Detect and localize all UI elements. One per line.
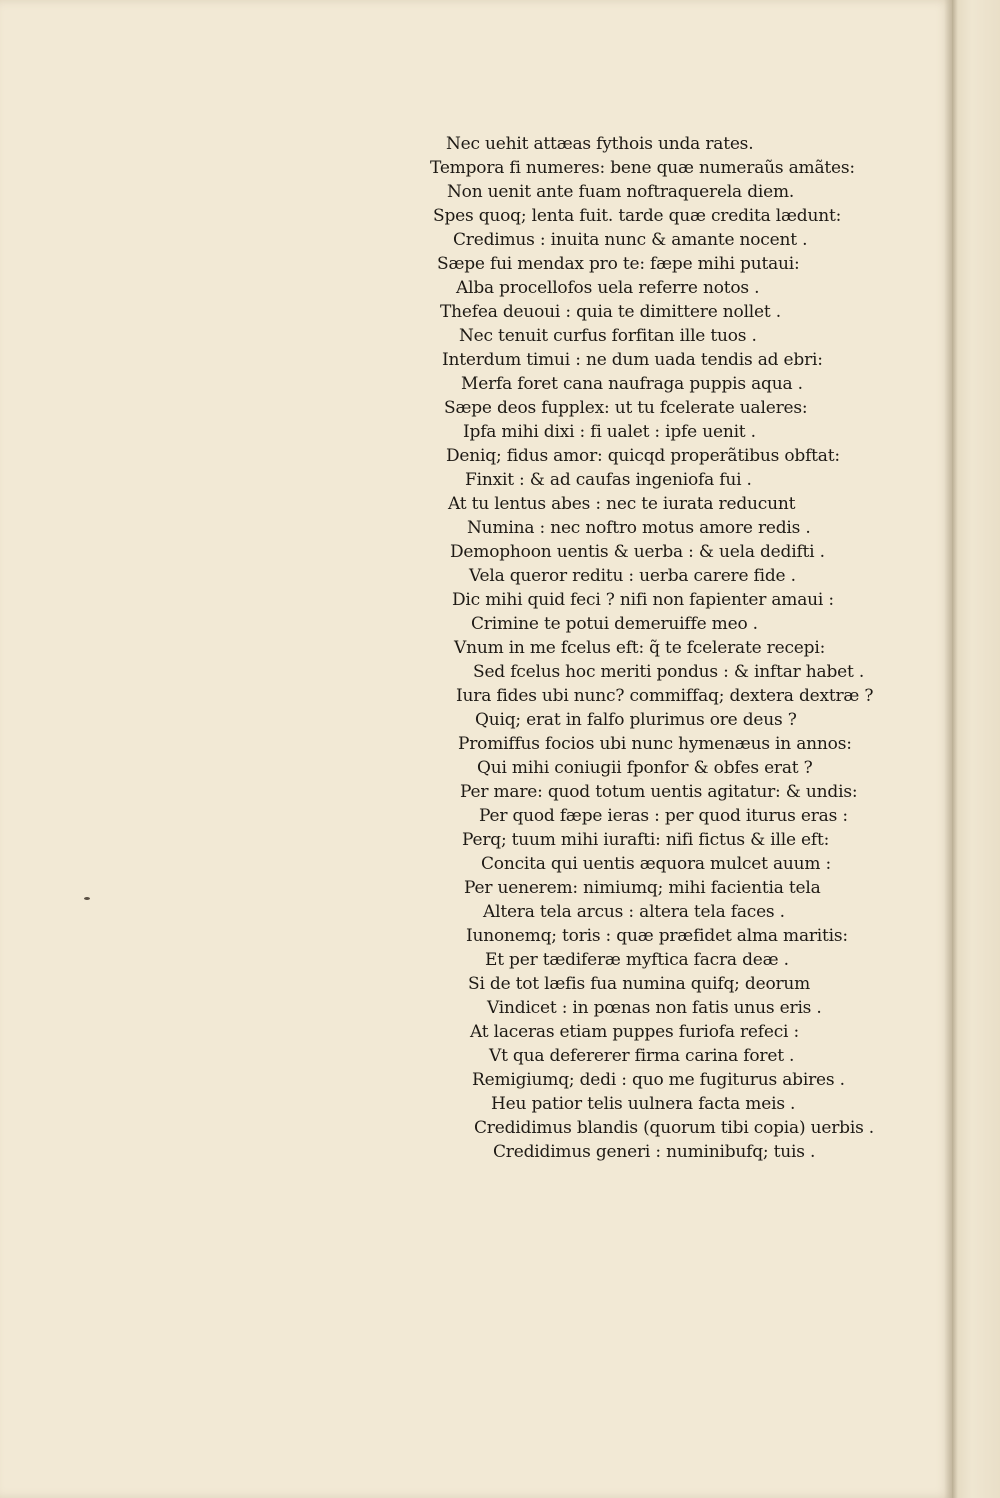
verse-line: Et per tædiferæ myftica facra deæ . <box>485 950 789 970</box>
verse-line: Per uenerem: nimiumq; mihi facientia tela <box>464 878 821 898</box>
verse-line: Sed fcelus hoc meriti pondus : & inftar habet . <box>473 662 865 682</box>
verse-line: Demophoon uentis & uerba : & uela dedifti . <box>450 542 825 562</box>
verse-line: Nec tenuit curfus forfitan ille tuos . <box>459 326 757 346</box>
verse-line: Quiq; erat in falfo plurimus ore deus ? <box>475 710 797 730</box>
verse-line: Non uenit ante fuam noftraquerela diem. <box>447 182 795 202</box>
verse-line: Per quod fæpe ieras : per quod iturus eras : <box>479 806 848 826</box>
verse-line: Vt qua defererer firma carina foret . <box>489 1046 795 1066</box>
verse-line: Nec uehit attæas fythois unda rates. <box>446 134 754 154</box>
verse-line: Credidimus generi : numinibufq; tuis . <box>493 1142 816 1162</box>
verse-line: Credidimus blandis (quorum tibi copia) uerbis . <box>474 1118 875 1138</box>
verse-line: Heu patior telis uulnera facta meis . <box>491 1094 796 1114</box>
verse-line: Altera tela arcus : altera tela faces . <box>483 902 785 922</box>
verse-line: Alba procellofos uela referre notos . <box>456 278 760 298</box>
verse-line: Spes quoq; lenta fuit. tarde quæ credita lædunt: <box>433 206 842 226</box>
verse-line: Vindicet : in pœnas non fatis unus eris . <box>487 998 822 1018</box>
verse-line: Vnum in me fcelus eft: q̃ te fcelerate recepi: <box>454 638 826 658</box>
verse-line: At laceras etiam puppes furiofa refeci : <box>470 1022 800 1042</box>
verse-line: Interdum timui : ne dum uada tendis ad ebri: <box>442 350 823 370</box>
verse-line: Dic mihi quid feci ? nifi non fapienter amaui : <box>452 590 834 610</box>
verse-line: Iura fides ubi nunc? commiffaq; dextera dextræ ? <box>456 686 874 706</box>
verse-line: Ipfa mihi dixi : fi ualet : ipfe uenit . <box>463 422 756 442</box>
verse-line: Perq; tuum mihi iurafti: nifi fictus & ille eft: <box>462 830 830 850</box>
verse-line: Si de tot læfis fua numina quifq; deorum <box>468 974 811 994</box>
verse-line: Thefea deuoui : quia te dimittere nollet . <box>440 302 781 322</box>
verse-line: Merfa foret cana naufraga puppis aqua . <box>461 374 803 394</box>
verse-line: Credimus : inuita nunc & amante nocent . <box>453 230 808 250</box>
verse-line: Finxit : & ad caufas ingeniofa fui . <box>465 470 752 490</box>
verse-line: Concita qui uentis æquora mulcet auum : <box>481 854 832 874</box>
verse-line: Crimine te potui demeruiffe meo . <box>471 614 758 634</box>
adjacent-page-edge <box>952 0 1000 1498</box>
verse-line: Vela queror reditu : uerba carere fide . <box>469 566 796 586</box>
verse-line: Deniq; fidus amor: quicqd properãtibus obftat: <box>446 446 840 466</box>
verse-line: Sæpe fui mendax pro te: fæpe mihi putaui: <box>437 254 800 274</box>
verse-line: Per mare: quod totum uentis agitatur: & undis: <box>460 782 858 802</box>
verse-line: At tu lentus abes : nec te iurata reducunt <box>448 494 796 514</box>
ink-speck <box>84 897 90 900</box>
verse-line: Iunonemq; toris : quæ præfidet alma maritis: <box>466 926 848 946</box>
verse-line: Remigiumq; dedi : quo me fugiturus abires . <box>472 1070 845 1090</box>
verse-line: Promiffus focios ubi nunc hymenæus in annos: <box>458 734 852 754</box>
verse-line: Tempora fi numeres: bene quæ numeraũs amãtes: <box>430 158 855 178</box>
verse-line: Qui mihi coniugii fponfor & obfes erat ? <box>477 758 813 778</box>
verse-line: Numina : nec noftro motus amore redis . <box>467 518 811 538</box>
verse-line: Sæpe deos fupplex: ut tu fcelerate ualeres: <box>444 398 808 418</box>
